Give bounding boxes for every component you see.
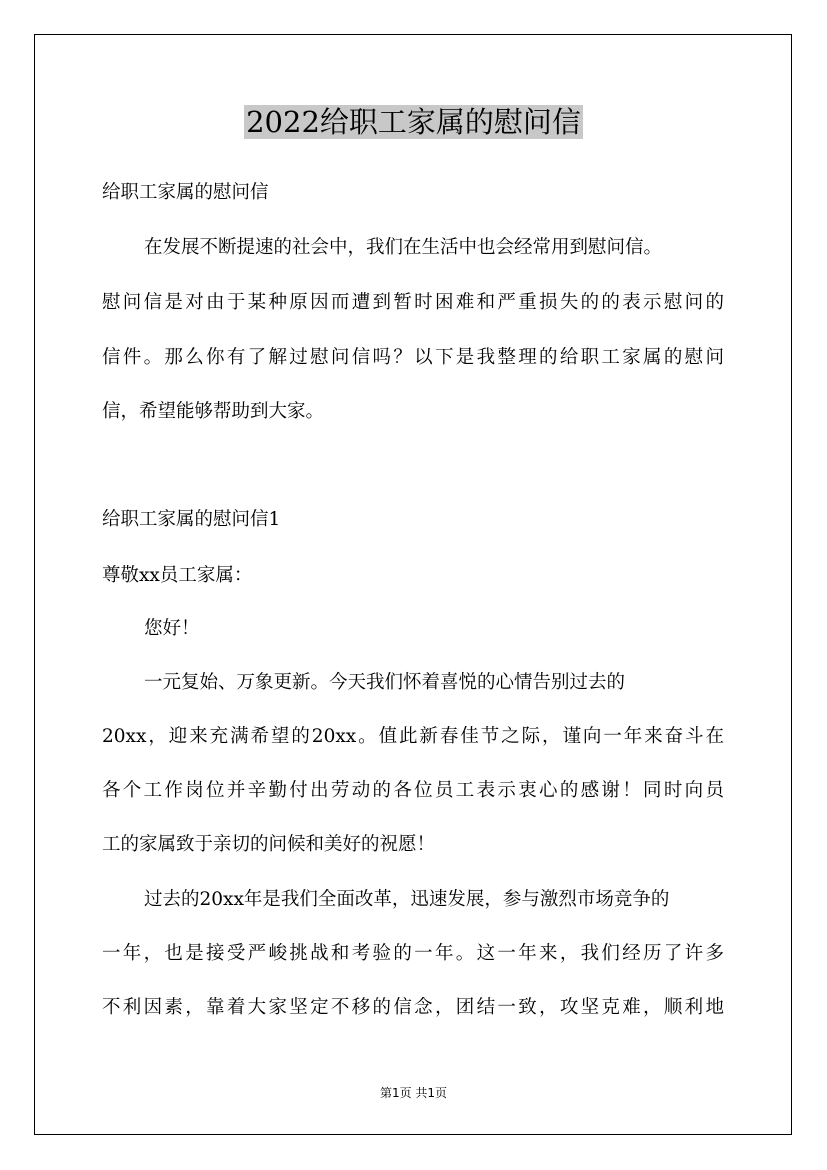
intro-line: 信件。那么你有了解过慰问信吗？以下是我整理的给职工家属的慰问 [102, 347, 724, 368]
salutation: 尊敬xx员工家属： [102, 565, 253, 586]
intro-line: 信，希望能够帮助到大家。 [102, 401, 325, 422]
intro-line: 慰问信是对由于某种原因而遭到暂时困难和严重损失的的表示慰问的 [102, 292, 724, 313]
paragraph-line: 过去的20xx年是我们全面改革，迅速发展，参与激烈市场竞争的 [144, 889, 670, 910]
intro-line: 在发展不断提速的社会中，我们在生活中也会经常用到慰问信。 [144, 237, 663, 258]
paragraph-line: 20xx，迎来充满希望的20xx。值此新春佳节之际，谨向一年来奋斗在 [102, 726, 724, 747]
letter-heading: 给职工家属的慰问信1 [102, 509, 281, 530]
paragraph-line: 一年，也是接受严峻挑战和考验的一年。这一年来，我们经历了许多 [102, 943, 724, 964]
paragraph-line: 一元复始、万象更新。今天我们怀着喜悦的心情告别过去的 [144, 672, 626, 693]
document-title: 2022给职工家属的慰问信 [246, 105, 581, 139]
paragraph-line: 不利因素，靠着大家坚定不移的信念，团结一致，攻坚克难，顺利地 [102, 997, 724, 1018]
greeting: 您好！ [144, 618, 200, 639]
paragraph-line: 工的家属致于亲切的问候和美好的祝愿！ [102, 834, 436, 855]
paragraph-line: 各个工作岗位并辛勤付出劳动的各位员工表示衷心的感谢！同时向员 [102, 780, 724, 801]
page-footer: 第1页 共1页 [379, 1086, 448, 1100]
subtitle: 给职工家属的慰问信 [102, 182, 269, 203]
